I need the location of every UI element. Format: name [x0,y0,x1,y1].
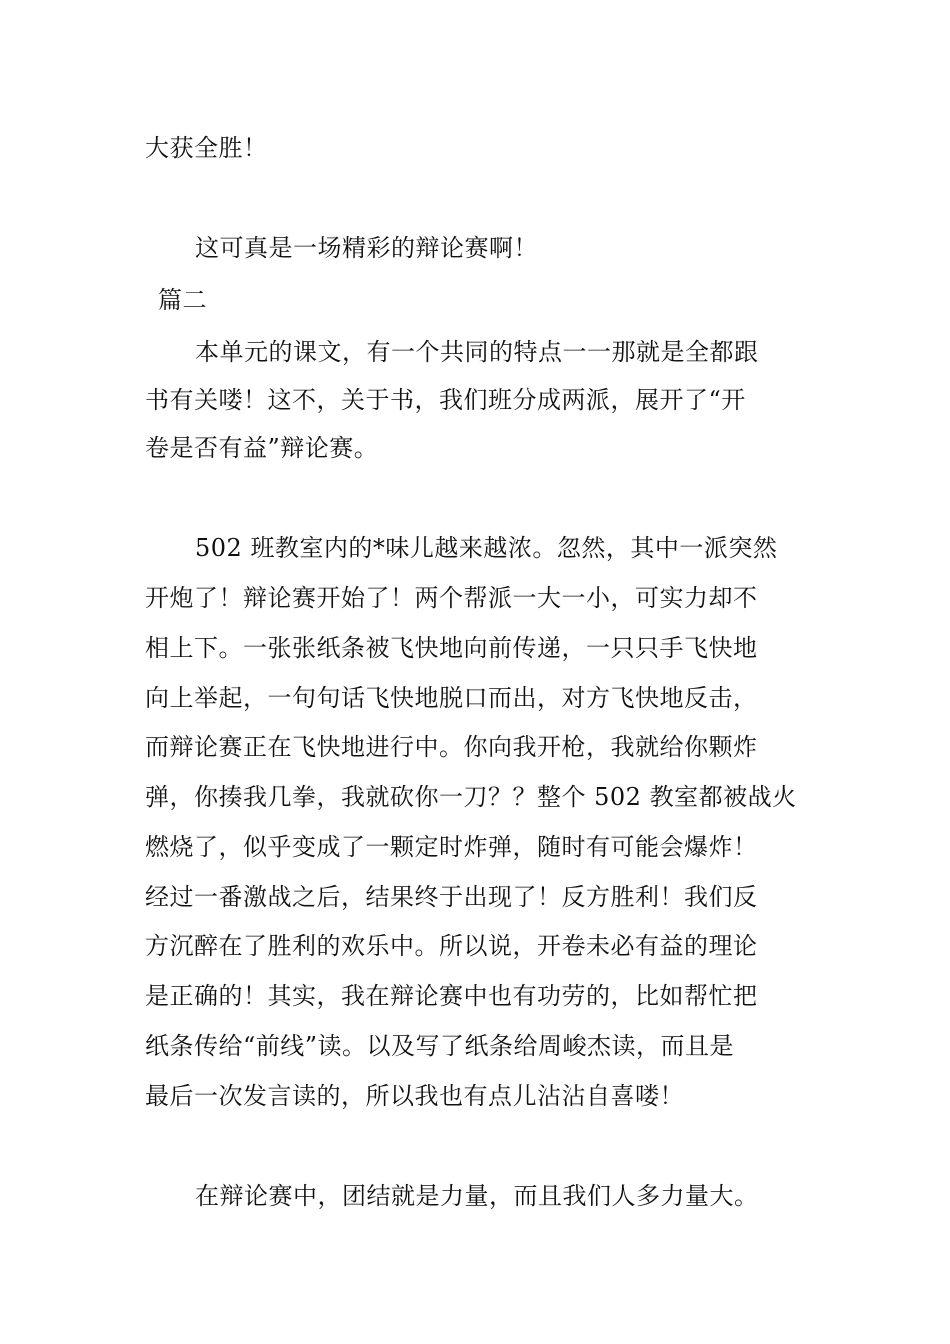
paragraph-line: 相上下。一张张纸条被飞快地向前传递，一只只手飞快地 [145,634,758,662]
paragraph-line: 卷是否有益”辩论赛。 [145,434,379,462]
paragraph-line: 燃烧了，似乎变成了一颗定时炸弹，随时有可能会爆炸！ [145,833,758,861]
paragraph-line: 最后一次发言读的，所以我也有点儿沾沾自喜喽！ [145,1082,684,1110]
paragraph-line: 而辩论赛正在飞快地进行中。你向我开枪，我就给你颗炸 [145,733,758,761]
paragraph-line: 是正确的！其实，我在辩论赛中也有功劳的，比如帮忙把 [145,982,758,1010]
paragraph-line: 在辩论赛中，团结就是力量，而且我们人多力量大。 [195,1182,759,1210]
paragraph-line: 弹，你揍我几拳，我就砍你一刀？？整个 502 教室都被战火 [145,783,797,811]
paragraph-line: 书有关喽！这不，关于书，我们班分成两派，展开了“开 [145,386,746,414]
text-line-exclamation: 这可真是一场精彩的辩论赛啊！ [195,234,538,262]
paragraph-line: 向上举起，一句句话飞快地脱口而出，对方飞快地反击， [145,684,758,712]
paragraph-line: 本单元的课文，有一个共同的特点一一那就是全都跟 [195,338,759,366]
paragraph-line: 开炮了！辩论赛开始了！两个帮派一大一小，可实力却不 [145,584,758,612]
section-heading: 篇二 [158,286,207,314]
paragraph-line: 纸条传给“前线”读。以及写了纸条给周峻杰读，而且是 [145,1032,735,1060]
paragraph-line: 502 班教室内的*味儿越来越浓。忽然，其中一派突然 [195,534,778,562]
paragraph-line: 经过一番激战之后，结果终于出现了！反方胜利！我们反 [145,883,758,911]
paragraph-line: 方沉醉在了胜利的欢乐中。所以说，开卷未必有益的理论 [145,932,758,960]
text-line-conclusion: 大获全胜！ [145,134,268,162]
